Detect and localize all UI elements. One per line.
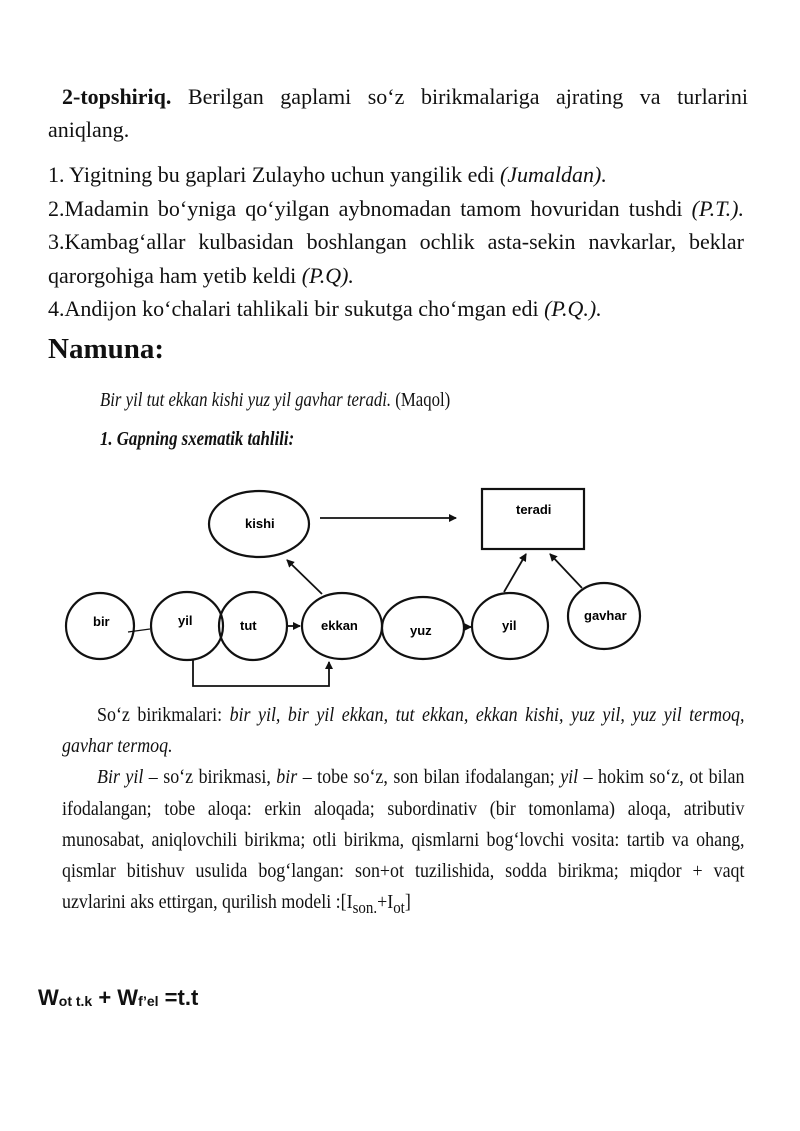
proverb-text: Bir yil tut ekkan kishi yuz yil gavhar teradi. xyxy=(100,390,392,411)
sentence-4: 4.Andijon ko‘chalari tahlikali bir sukutga cho‘mgan edi xyxy=(48,296,545,321)
sentence-1: 1. Yigitning bu gaplari Zulayho uchun yangilik edi xyxy=(48,162,500,187)
combinations-label: So‘z birikmalari: xyxy=(97,704,230,726)
detail-paragraph xyxy=(62,762,745,923)
arrow-bir-yil xyxy=(128,629,150,632)
task-instruction: Berilgan gaplami so‘z birikmalariga ajrating va turlarini aniqlang. xyxy=(48,84,748,142)
detail-text-b: – tobe so‘z, son bilan ifodalangan; xyxy=(297,766,561,789)
label-yuz: yuz xyxy=(410,623,432,638)
label-tut: tut xyxy=(240,618,257,633)
label-bir: bir xyxy=(93,614,110,629)
label-ekkan: ekkan xyxy=(321,618,358,633)
model-end: ] xyxy=(404,891,411,914)
label-yil-1: yil xyxy=(178,613,193,628)
formula-w2: W xyxy=(117,985,139,1010)
formula-w1: W xyxy=(38,985,59,1010)
task-sentences xyxy=(48,158,744,326)
label-teradi: teradi xyxy=(516,502,552,517)
combinations-list: bir yil, bir yil ekkan, tut ekkan, ekkan kishi, yuz yil, yuz yil termoq, gavhar termoq. xyxy=(62,704,745,758)
sentence-3-source: (P.Q). xyxy=(301,262,354,288)
label-gavhar: gavhar xyxy=(584,608,627,623)
detail-lead: Bir yil xyxy=(97,766,144,789)
formula-plus: + xyxy=(92,985,118,1010)
model-plus: +I xyxy=(377,891,394,914)
arrow-gavhar-teradi xyxy=(550,554,582,588)
formula-sub1: ot t.k xyxy=(58,993,93,1009)
arrow-yil-ekkan xyxy=(193,660,329,686)
sentence-3: 3.Kambag‘allar kulbasidan boshlangan ochlik asta-sekin navkarlar, beklar qarorgohiga ham yetib keldi xyxy=(48,229,744,288)
combinations-paragraph xyxy=(62,700,745,762)
sentence-4-source: (P.Q.). xyxy=(544,296,602,321)
explanation xyxy=(62,700,745,924)
schematic-diagram xyxy=(0,470,800,700)
detail-text-c: – hokim so‘z, ot bilan ifodalangan; tobe aloqa: erkin aloqada; subordinativ (bir tomonlama) aloqa, atributiv munosabat, aniqlovchili birikma; otli birikma, qismlarni bog‘lovchi vosita: tartib va ohang, qismlar bitishuv usulida bog‘langan: son+ot tuzilishida, sodda birikma; miqdor + vaqt uzvlarini aks ettirgan, qurilish modeli :[I xyxy=(62,766,745,914)
formula-result: =t.t xyxy=(158,985,199,1010)
detail-text-a: – so‘z birikmasi, xyxy=(143,766,277,789)
sentence-2-source: (P.T.). xyxy=(691,195,744,221)
formula xyxy=(38,985,198,1011)
proverb-source: (Maqol) xyxy=(391,390,451,411)
task-sentence-list xyxy=(48,158,744,326)
sample-sentence xyxy=(100,390,450,412)
arrow-ekkan-kishi xyxy=(287,560,322,594)
detail-bir: bir xyxy=(276,766,298,789)
formula-sub2: f’el xyxy=(138,993,159,1009)
label-kishi: kishi xyxy=(245,516,275,531)
analysis-heading: 1. Gapning sxematik tahlili: xyxy=(100,428,295,450)
sample-title: Namuna: xyxy=(48,333,165,365)
task-label: 2-topshiriq. xyxy=(62,84,172,109)
model-sub-son: son. xyxy=(352,898,378,918)
label-yil-2: yil xyxy=(502,618,517,633)
model-sub-ot: ot xyxy=(393,898,405,918)
sentence-2: 2.Madamin bo‘yniga qo‘yilgan aybnomadan tamom hovuridan tushdi xyxy=(48,195,692,221)
detail-yil: yil xyxy=(560,766,579,789)
arrow-yil2-teradi xyxy=(504,554,526,592)
node-teradi xyxy=(482,489,584,549)
sentence-1-source: (Jumaldan). xyxy=(499,162,607,187)
task-heading xyxy=(48,80,748,146)
